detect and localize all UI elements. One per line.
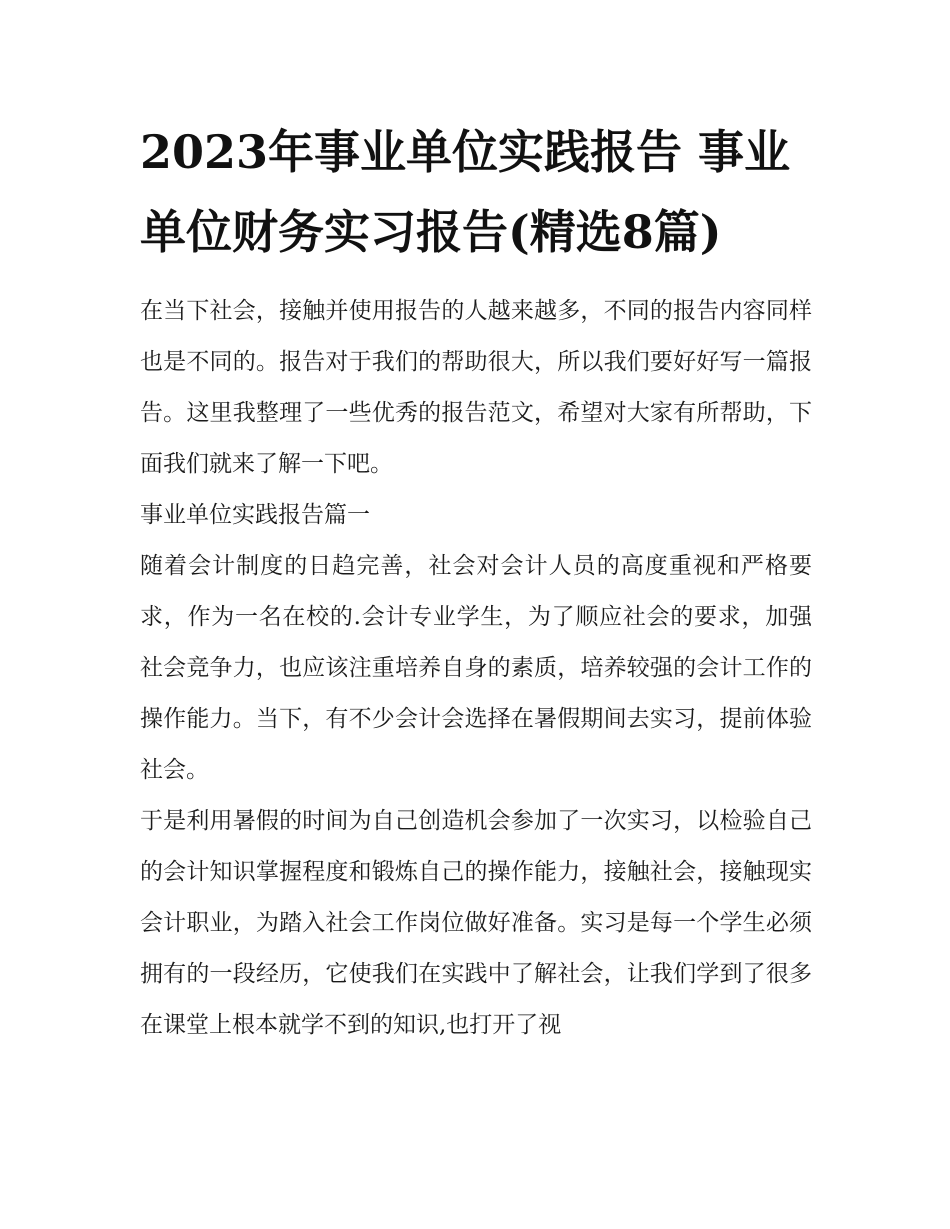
intro-paragraph: 在当下社会，接触并使用报告的人越来越多，不同的报告内容同样也是不同的。报告对于我们的帮助很大，所以我们要好好写一篇报告。这里我整理了一些优秀的报告范文，希望对大家有所帮助，下面我们就来了解一下吧。	[140, 298, 812, 477]
body-paragraph: 于是利用暑假的时间为自己创造机会参加了一次实习，以检验自己的会计知识掌握程度和锻炼自己的操作能力，接触社会，接触现实会计职业，为踏入社会工作岗位做好准备。实习是每一个学生必须拥有的一段经历，它使我们在实践中了解社会，让我们学到了很多在课堂上根本就学不到的知识,也打开了视	[140, 808, 812, 1038]
section-heading: 事业单位实践报告篇一	[140, 502, 370, 528]
document-title: 2023年事业单位实践报告 事业单位财务实习报告(精选8篇)	[140, 125, 791, 259]
document-content	[140, 112, 812, 1051]
body-paragraph: 随着会计制度的日趋完善，社会对会计人员的高度重视和严格要求，作为一名在校的.会计专业学生，为了顺应社会的要求，加强社会竞争力，也应该注重培养自身的素质，培养较强的会计工作的操作能力。当下，有不少会计会选择在暑假期间去实习，提前体验社会。	[140, 553, 812, 783]
